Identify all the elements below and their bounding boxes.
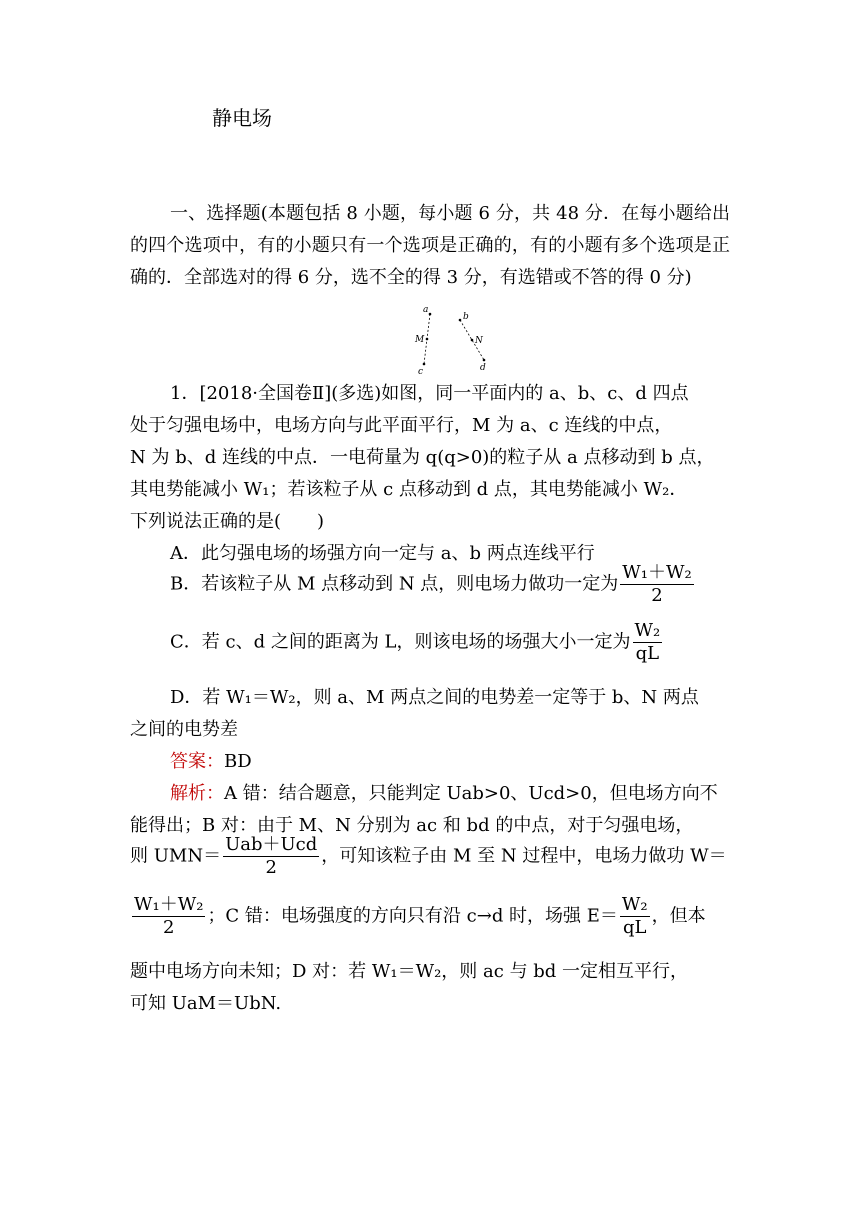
question-stem-line-5: 下列说法正确的是( )	[130, 511, 325, 532]
analysis-line-4-mid: ；C 错：电场强度的方向只有沿 c→d 时，场强 E＝	[207, 905, 618, 927]
analysis-line-3-fraction	[223, 834, 319, 879]
analysis-line-3-denominator: 2	[265, 857, 277, 878]
point-M	[426, 338, 429, 341]
option-c-numerator: W₂	[634, 620, 661, 641]
section-intro: 一、选择题(本题包括 8 小题，每小题 6 分，共 48 分．在每小题给出的四个选项中，有的小题只有一个选项是正确的，有的小题有多个选项是正确的．全部选对的得 6 分，选不全的得 3 分，有选错或不答的得 0 分)	[130, 203, 730, 288]
label-b: b	[463, 312, 469, 322]
option-c-text: C．若 c、d 之间的距离为 L，则该电场的场强大小一定为	[170, 631, 631, 653]
option-b	[170, 562, 696, 607]
analysis-line-4-post: ，但本	[651, 905, 706, 927]
analysis-line-4-numerator-1: W₁＋W₂	[134, 894, 204, 915]
analysis-line-6: 可知 UaM＝UbN.	[130, 993, 282, 1014]
label-a: a	[423, 305, 429, 315]
point-b	[459, 319, 462, 322]
analysis-label: 解析：	[170, 783, 224, 804]
option-d-line-1: D．若 W₁＝W₂，则 a、M 两点之间的电势差一定等于 b、N 两点	[170, 687, 699, 708]
answer-value: BD	[224, 751, 252, 772]
answer-label: 答案：	[170, 751, 224, 772]
option-a: A．此匀强电场的场强方向一定与 a、b 两点连线平行	[170, 543, 595, 564]
question-stem-line-1: 1．[2018·全国卷Ⅱ](多选)如图，同一平面内的 a、b、c、d 四点	[170, 383, 689, 404]
label-c: c	[418, 367, 424, 377]
analysis-line-3-numerator: Uab＋Ucd	[225, 834, 318, 855]
analysis-line-4-denominator-1: 2	[162, 917, 175, 938]
analysis-line-4-numerator-2: W₂	[621, 894, 648, 915]
analysis-line-3-pre: 则 UMN＝	[130, 845, 222, 867]
option-d-line-2: 之间的电势差	[130, 719, 238, 740]
analysis-line-5: 题中电场方向未知；D 对：若 W₁＝W₂，则 ac 与 bd 一定相互平行，	[130, 961, 689, 982]
question-stem-line-3: N 为 b、d 连线的中点．一电荷量为 q(q>0)的粒子从 a 点移动到 b 点，	[130, 447, 715, 468]
option-b-numerator: W₁＋W₂	[622, 562, 692, 583]
option-b-text: B．若该粒子从 M 点移动到 N 点，则电场力做功一定为	[170, 573, 619, 595]
analysis-line-1-text: A 错：结合题意，只能判定 Uab>0、Ucd>0，但电场方向不	[224, 783, 718, 804]
point-c	[423, 363, 426, 366]
point-d	[483, 359, 486, 362]
analysis-line-4	[130, 894, 706, 939]
analysis-line-4-fraction-1	[132, 894, 205, 939]
label-M: M	[415, 335, 425, 345]
analysis-line-3-post: ，可知该粒子由 M 至 N 过程中，电场力做功 W＝	[321, 845, 727, 867]
analysis-line-4-denominator-2: qL	[623, 917, 647, 938]
option-b-denominator: 2	[651, 585, 663, 606]
answer	[170, 746, 252, 778]
point-a	[429, 313, 432, 316]
page-title: 静电场	[212, 106, 272, 130]
analysis-line-4-fraction-2	[620, 894, 650, 939]
field-diagram	[410, 302, 506, 378]
point-N	[471, 339, 474, 342]
option-c-fraction	[633, 620, 663, 665]
option-c	[170, 620, 664, 665]
label-d: d	[480, 363, 486, 373]
analysis-line-1	[170, 778, 718, 810]
question-stem-line-4: 其电势能减小 W₁；若该粒子从 c 点移动到 d 点，其电势能减小 W₂．	[130, 479, 688, 500]
question-stem-line-2: 处于匀强电场中，电场方向与此平面平行，M 为 a、c 连线的中点，	[130, 415, 673, 436]
analysis-line-3	[130, 834, 727, 879]
option-c-denominator: qL	[635, 643, 660, 664]
option-b-fraction	[620, 562, 693, 607]
analysis-line-2: 能得出；B 对：由于 M、N 分别为 ac 和 bd 的中点，对于匀强电场，	[130, 815, 694, 836]
label-N: N	[475, 336, 483, 346]
